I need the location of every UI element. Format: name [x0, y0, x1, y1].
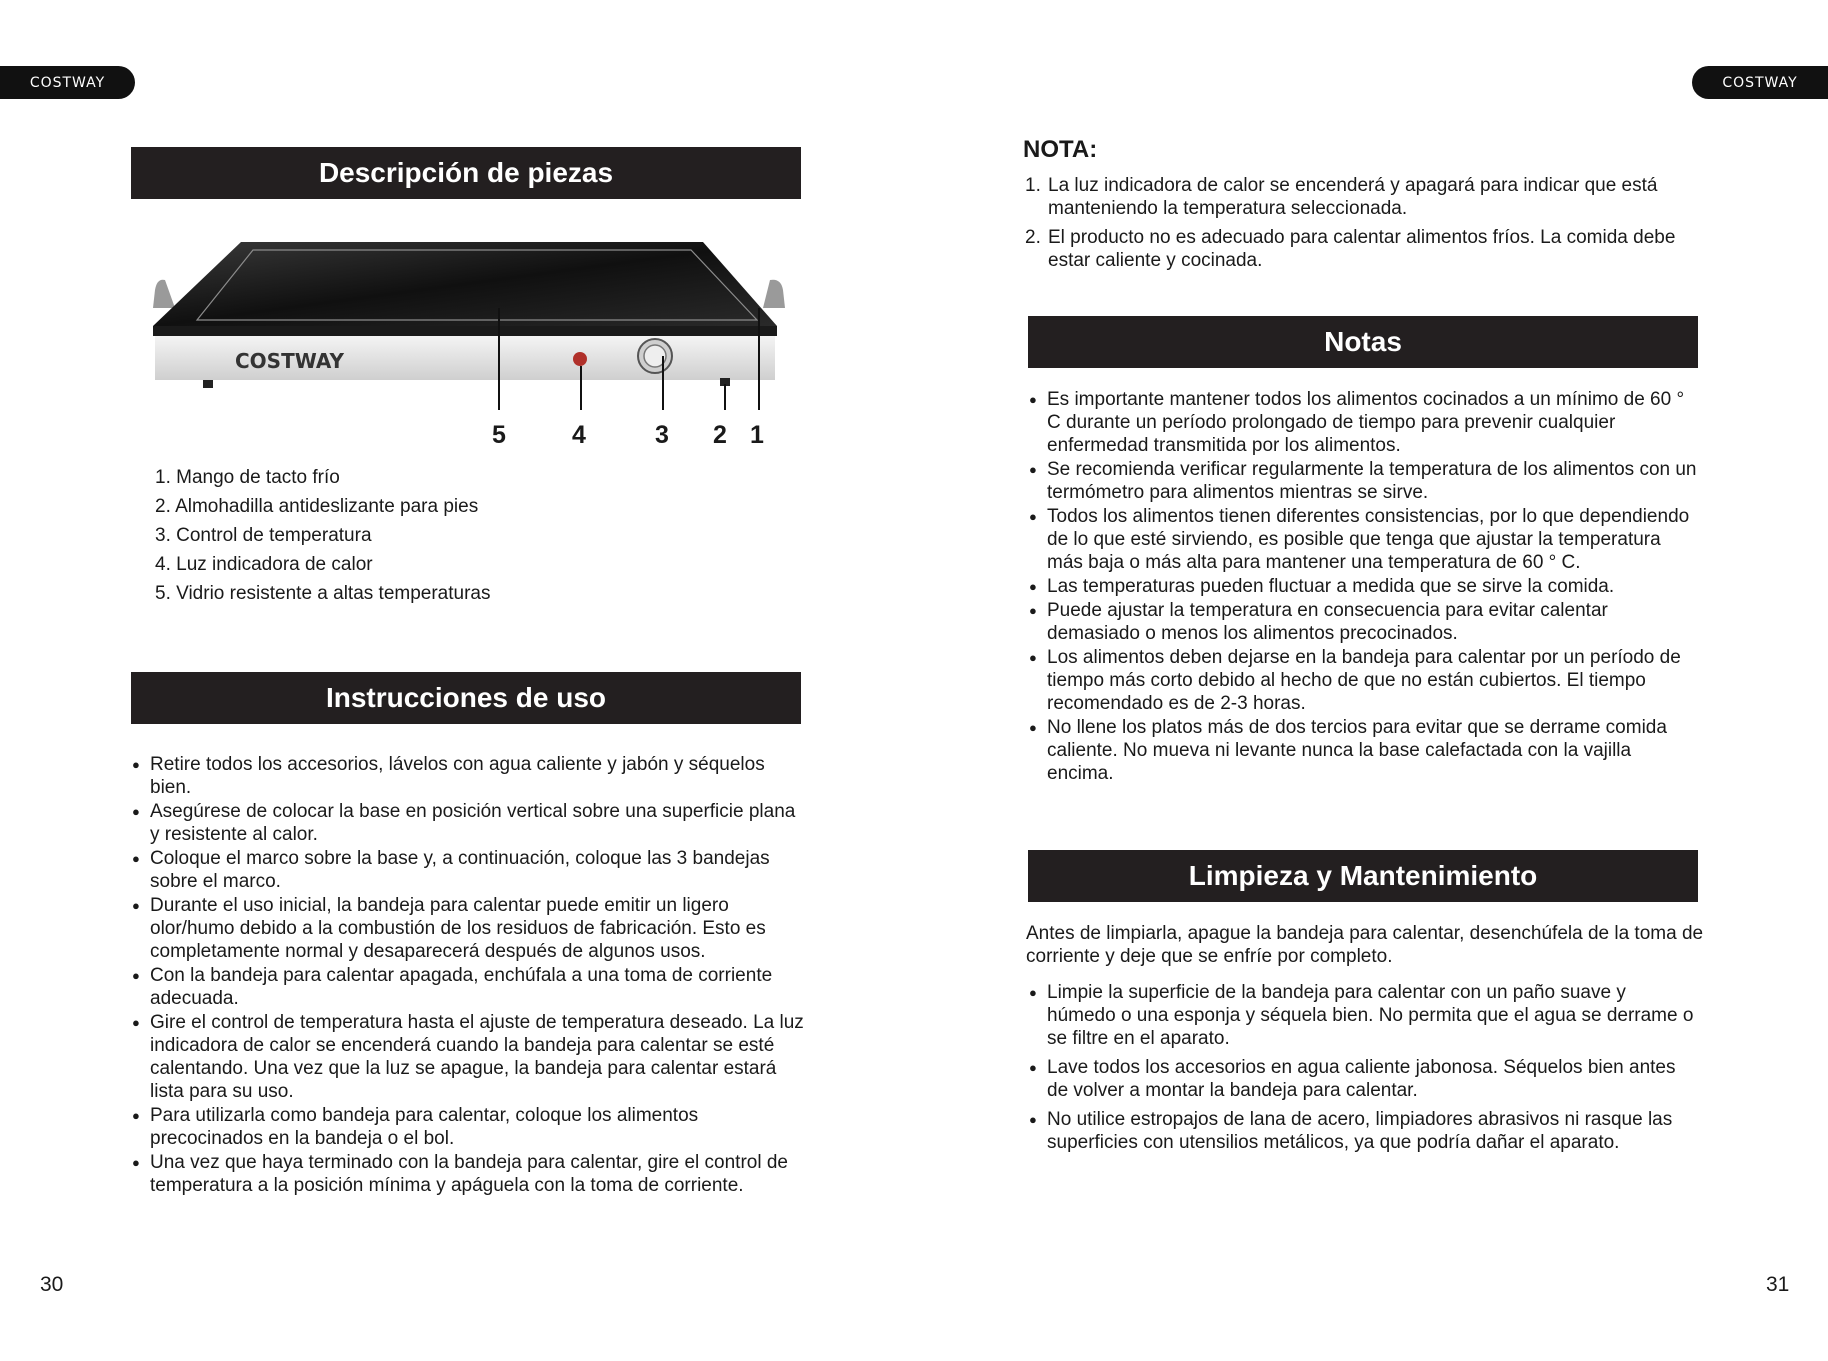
usage-item: ● Una vez que haya terminado con la bandeja para calentar, gire el control de temperatura a la posición mínima y apáguela con la toma de corriente.	[131, 1151, 806, 1197]
cleaning-intro: Antes de limpiarla, apague la bandeja para calentar, desenchúfela de la toma de corriente y deje que se enfríe por completo.	[1026, 923, 1704, 967]
cleaning-list	[1028, 981, 1698, 1155]
usage-item: ● Asegúrese de colocar la base en posición vertical sobre una superficie plana y resistente al calor.	[131, 800, 806, 846]
cleaning-heading: Limpieza y Mantenimiento	[1028, 850, 1698, 902]
usage-item: ● Para utilizarla como bandeja para calentar, coloque los alimentos precocinados en la bandeja o el bol.	[131, 1104, 806, 1150]
notas-item: ● Todos los alimentos tienen diferentes consistencias, por lo que dependiendo de lo que esté sirviendo, es posible que tenga que ajustar la temperatura más baja o más alta para mantener una temperatura de 60 ° C.	[1028, 505, 1698, 574]
parts-item: 1. Mango de tacto frío	[155, 467, 340, 488]
nota-number: 2.	[1025, 227, 1041, 248]
parts-item: 3. Control de temperatura	[155, 525, 372, 546]
nota-title: NOTA:	[1023, 136, 1098, 163]
usage-item: ● Coloque el marco sobre la base y, a continuación, coloque las 3 bandejas sobre el marco.	[131, 847, 806, 893]
parts-item: 2. Almohadilla antideslizante para pies	[155, 496, 479, 517]
parts-heading: Descripción de piezas	[131, 147, 801, 199]
notas-item: ● Es importante mantener todos los alimentos cocinados a un mínimo de 60 ° C durante un período prolongado de tiempo para prevenir cualquier enfermedad transmitida por los alimentos.	[1028, 388, 1698, 457]
notas-list	[1028, 388, 1698, 786]
notas-item: ● Se recomienda verificar regularmente la temperatura de los alimentos con un termómetro para alimentos mientras se sirve.	[1028, 458, 1698, 504]
nota-item	[1025, 226, 1695, 272]
notas-item: ● No llene los platos más de dos tercios para evitar que se derrame comida caliente. No mueva ni levante nunca la base calefactada con la vajilla encima.	[1028, 716, 1698, 785]
notas-item: ● Puede ajustar la temperatura en consecuencia para evitar calentar demasiado o menos los alimentos precocinados.	[1028, 599, 1698, 645]
usage-item: ● Durante el uso inicial, la bandeja para calentar puede emitir un ligero olor/humo debido a la combustión de los residuos de fabricación. Esto es completamente normal y desaparecerá después de algunos usos.	[131, 894, 806, 963]
nota-number: 1.	[1025, 175, 1041, 196]
usage-list	[131, 753, 806, 1198]
parts-item: 4. Luz indicadora de calor	[155, 554, 373, 575]
nota-list	[1025, 174, 1695, 278]
callout-3: 3	[655, 421, 669, 449]
page-number-right: 31	[1766, 1273, 1790, 1296]
cleaning-item: ● No utilice estropajos de lana de acero, limpiadores abrasivos ni rasque las superficies con utensilios metálicos, ya que podría dañar el aparato.	[1028, 1108, 1698, 1154]
usage-heading: Instrucciones de uso	[131, 672, 801, 724]
nota-item	[1025, 174, 1695, 220]
callout-2: 2	[713, 421, 727, 449]
callout-5: 5	[492, 421, 506, 449]
parts-list	[155, 466, 755, 611]
nota-text: El producto no es adecuado para calentar alimentos fríos. La comida debe estar caliente y cocinada.	[1048, 227, 1676, 271]
notas-heading: Notas	[1028, 316, 1698, 368]
parts-item: 5. Vidrio resistente a altas temperaturas	[155, 583, 491, 604]
brand-tab-right: COSTWAY	[1692, 66, 1828, 99]
brand-tab-left: COSTWAY	[0, 66, 135, 99]
warming-tray-image	[145, 228, 795, 410]
notas-item: ● Los alimentos deben dejarse en la bandeja para calentar por un período de tiempo más corto debido al hecho de que no están cubiertos. El tiempo recomendado es de 2-3 horas.	[1028, 646, 1698, 715]
cleaning-item: ● Lave todos los accesorios en agua caliente jabonosa. Séquelos bien antes de volver a montar la bandeja para calentar.	[1028, 1056, 1698, 1102]
usage-item: ● Retire todos los accesorios, lávelos con agua caliente y jabón y séquelos bien.	[131, 753, 806, 799]
usage-item: ● Gire el control de temperatura hasta el ajuste de temperatura deseado. La luz indicadora de calor se encenderá cuando la bandeja para calentar se esté calentando. Una vez que la luz se apague, la bandeja para calentar estará lista para su uso.	[131, 1011, 806, 1103]
callout-1: 1	[750, 421, 764, 449]
page-number-left: 30	[40, 1273, 64, 1296]
usage-item: ● Con la bandeja para calentar apagada, enchúfala a una toma de corriente adecuada.	[131, 964, 806, 1010]
callout-4: 4	[572, 421, 586, 449]
nota-text: La luz indicadora de calor se encenderá y apagará para indicar que está manteniendo la temperatura seleccionada.	[1048, 175, 1658, 219]
cleaning-item: ● Limpie la superficie de la bandeja para calentar con un paño suave y húmedo o una esponja y séquela bien. No permita que el agua se derrame o se filtre en el aparato.	[1028, 981, 1698, 1050]
notas-item: ● Las temperaturas pueden fluctuar a medida que se sirve la comida.	[1028, 575, 1698, 598]
product-logo-text: COSTWAY	[235, 349, 344, 373]
